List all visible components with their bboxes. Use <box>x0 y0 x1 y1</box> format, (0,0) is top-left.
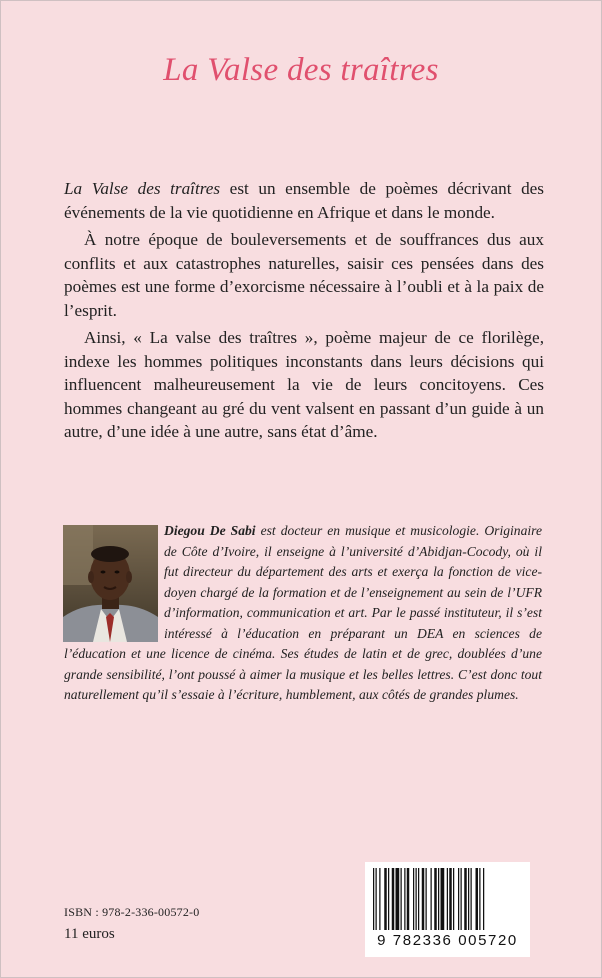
author-biography <box>64 521 542 706</box>
barcode <box>365 862 530 957</box>
summary-paragraph-2: À notre époque de bouleversements et de souffrances dus aux conflits et aux catastrophes naturelles, saisir ces pensées dans des poèmes est une forme d’exorcisme nécessaire à l’oubli et à la paix de l’esprit. <box>64 230 544 320</box>
barcode-digits: 9 782336 005720 <box>377 932 518 949</box>
summary-paragraph-1 <box>64 177 544 224</box>
author-name: Diegou De Sabi <box>164 523 256 538</box>
summary-paragraph-1-text: est un ensemble de poèmes décrivant des événements de la vie quotidienne en Afrique et dans le monde. <box>64 179 544 222</box>
book-summary <box>64 177 544 444</box>
author-bio-text: est docteur en musique et musicologie. Originaire de Côte d’Ivoire, il enseigne à l’université d’Abidjan-Cocody, où il fut directeur du département des arts et exerça la fonction de vice-doyen chargé de la formation et de l’enseignement au sein de l’UFR d’information, communication et art. Par le passé instituteur, il s’est intéressé à l’éducation en préparant un DEA en sciences de l’éducation et une licence de cinéma. Ses études de latin et de grec, doublées d’une grande sensibilité, l’ont poussé à aimer la musique et les belles lettres. C’est donc tout naturellement qu’il s’essaie à l’écriture, humblement, aux côtés de grandes plumes. <box>64 523 542 702</box>
book-title: La Valse des traîtres <box>163 52 439 88</box>
photo-spacer <box>64 521 164 641</box>
barcode-bars <box>371 868 524 930</box>
summary-paragraph-3: Ainsi, « La valse des traîtres », poème majeur de ce florilège, indexe les hommes politiques inconstants dans leurs décisions qui influencent malheureusement la vie de leurs concitoyens. Ces hommes changeant au gré du vent valsent en passant d’un guide à un autre, d’une idée à une autre, sans état d’âme. <box>64 328 544 441</box>
price: 11 euros <box>64 926 115 942</box>
isbn: ISBN : 978-2-336-00572-0 <box>64 905 200 919</box>
summary-title-reference: La Valse des traîtres <box>64 179 221 198</box>
